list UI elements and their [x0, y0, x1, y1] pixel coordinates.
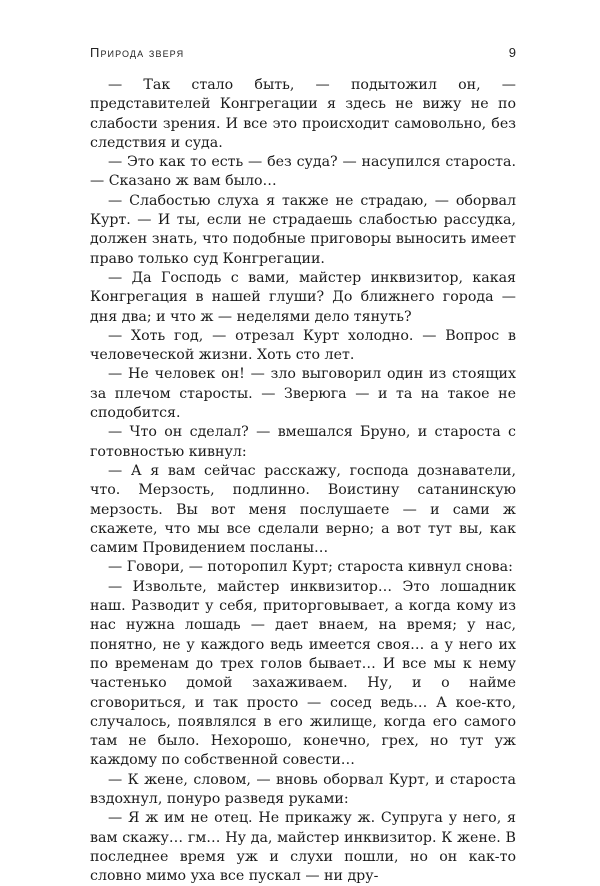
paragraph: — К жене, словом, — вновь оборвал Курт, и староста вздохнул, понуро разведя руками: [90, 771, 516, 807]
paragraph: — Так стало быть, — подытожил он, — представителей Конгрегации я здесь не вижу не по слабости зрения. И все это происходит самовольно, без следствия и суда. [90, 77, 516, 151]
paragraph: — Это как то есть — без суда? — насупился староста. — Сказано ж вам было… [90, 154, 516, 190]
paragraph: — Что он сделал? — вмешался Бруно, и староста с готовностью кивнул: [90, 424, 516, 460]
paragraph: — А я вам сейчас расскажу, господа дознаватели, что. Мерзость, подлинно. Воистину сатанинскую мерзость. Вы вот меня послушаете — и сами ж скажете, что мы все сделали верно; а вот тут вы, как самим Провидением посланы… [90, 462, 516, 557]
paragraph: — Говори, — поторопил Курт; староста кивнул снова: [108, 559, 513, 576]
running-title: Природа зверя [90, 45, 185, 60]
page-number: 9 [508, 45, 516, 60]
paragraph: — Слабостью слуха я также не страдаю, — оборвал Курт. — И ты, если не страдаешь слабостью рассудка, должен знать, что подобные приговоры выносить имеет право только суд Конгрегации. [90, 192, 516, 267]
paragraph: — Не человек он! — зло выговорил один из стоящих за плечом старосты. — Зверюга — и та на такое не сподобится. [90, 366, 516, 422]
paragraph: — Да Господь с вами, майстер инквизитор, какая Конгрегация в нашей глуши? До ближнего города — дня два; и что ж — неделями дело тянуть? [90, 269, 516, 325]
body-text [90, 76, 516, 886]
page-header [90, 45, 516, 69]
paragraph: — Извольте, майстер инквизитор… Это лошадник наш. Разводит у себя, приторговывает, а когда кому из нас нужна лошадь — дает внаем, на время; у нас, понятно, не у каждого ведь имеется своя… а у него их по временам до трех голов бывает… И все мы к нему частенько домой захаживаем. Ну, и о найме сговориться, и так просто — сосед ведь… А кое-кто, случалось, появлялся в его жилище, когда его самого там не было. Нехорошо, конечно, грех, но тут уж каждому по собственной совести… [90, 578, 516, 769]
paragraph: — Я ж им не отец. Не прикажу ж. Супруга у него, я вам скажу… гм… Ну да, майстер инквизитор. К жене. В последнее время уж и слухи пошли, но он как-то словно мимо уха все пускал — ни дру- [90, 810, 516, 885]
paragraph: — Хоть год, — отрезал Курт холодно. — Вопрос в человеческой жизни. Хоть сто лет. [90, 327, 516, 364]
